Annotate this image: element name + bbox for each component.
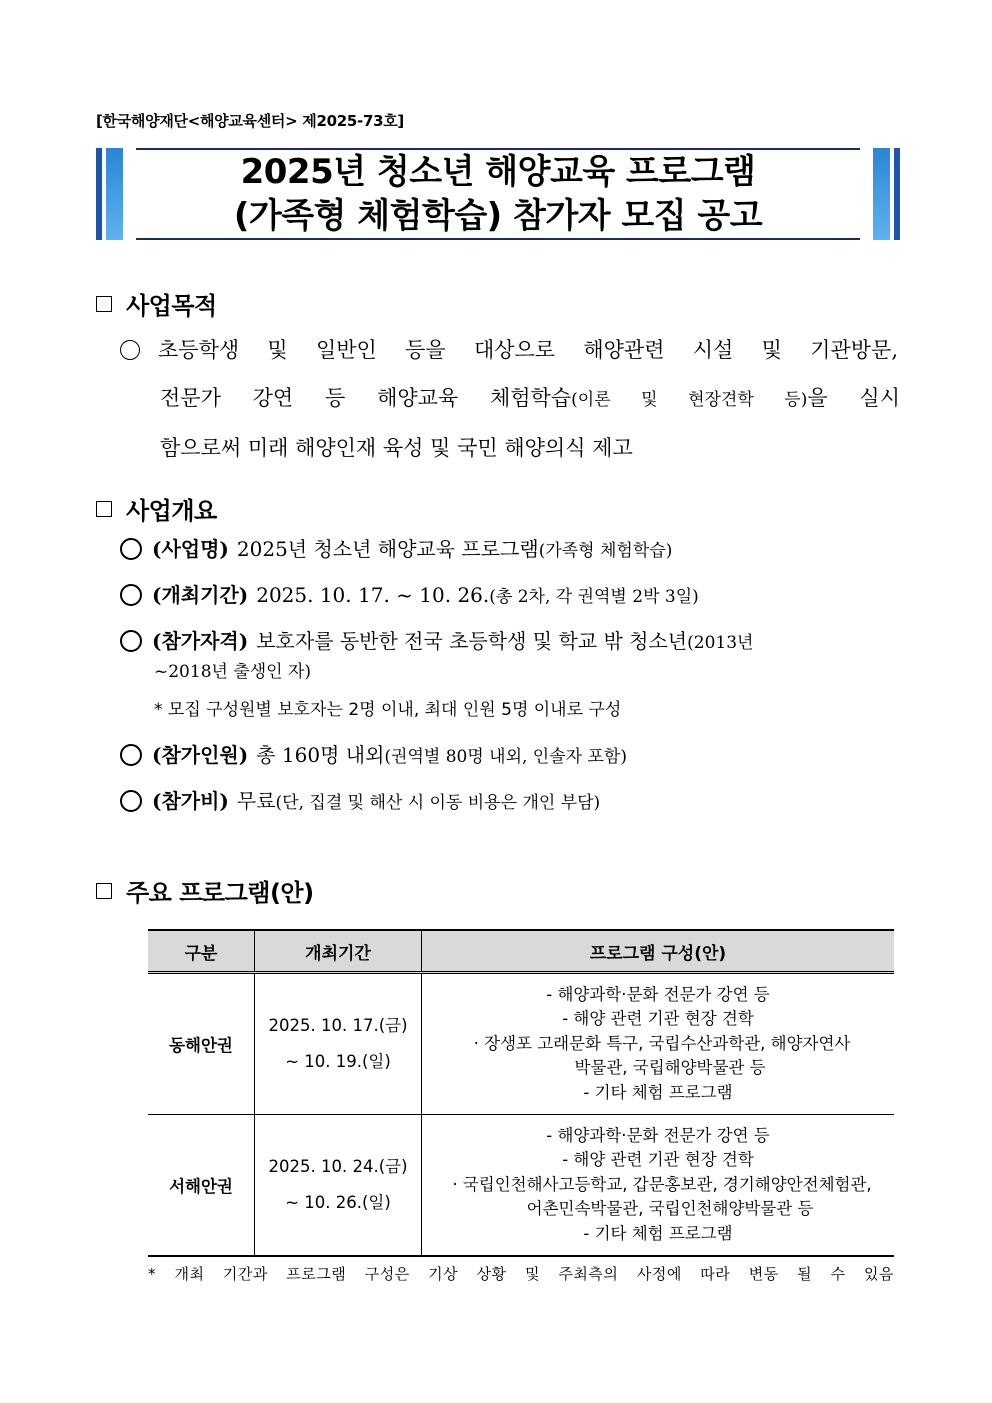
square-bullet-icon [96,883,112,899]
program-detail-cell: - 해양과학·문화 전문가 강연 등 - 해양 관련 기관 현장 견학 · 장생포 고래문화 특구, 국립수산과학관, 해양자연사 박물관, 국립해양박물관 등 - 기타 체험 프로그램 [422,973,895,1115]
square-bullet-icon [96,296,112,312]
eligibility-continuation: ~2018년 출생인 자) [154,662,312,682]
purpose-line-3: 함으로써 미래 해양인재 육성 및 국민 해양의식 제고 [160,436,633,460]
purpose-body [118,326,898,472]
purpose-line-1: 초등학생 및 일반인 등을 대상으로 해양관련 시설 및 기관방문, [158,338,898,362]
document-number: [한국해양재단<해양교육센터> 제2025-73호] [96,112,404,130]
circle-bullet-icon [120,538,142,560]
column-header-program: 프로그램 구성(안) [422,930,895,973]
page-title [136,148,860,240]
overview-item-name: (사업명) 2025년 청소년 해양교육 프로그램(가족형 체험학습) [118,532,898,578]
circle-bullet-icon [120,584,142,606]
section-heading-text: 사업개요 [126,497,217,525]
circle-bullet-icon [120,790,142,812]
region-cell: 서해안권 [148,1115,255,1257]
circle-bullet-icon [120,744,142,766]
program-table [148,929,894,1257]
table-row [148,973,894,1115]
title-line-2: (가족형 체험학습) 참가자 모집 공고 [233,196,763,236]
table-header-row [148,930,894,973]
eligibility-note: * 모집 구성원별 보호자는 2명 이내, 최대 인원 5명 이내로 구성 [154,700,622,720]
section-heading-overview [96,491,217,526]
purpose-line-2: 전문가 강연 등 해양교육 체험학습(이론 및 현장견학 등)을 실시 [160,386,900,410]
overview-item-participants: (참가인원) 총 160명 내외(권역별 80명 내외, 인솔자 포함) [118,738,898,784]
section-heading-text: 사업목적 [126,292,217,320]
table-row [148,1115,894,1257]
left-accent-bar-light [106,148,123,240]
left-accent-bar-dark [96,148,102,240]
section-heading-program [96,873,314,908]
column-header-period: 개최기간 [255,930,422,973]
overview-item-eligibility: (참가자격) 보호자를 동반한 전국 초등학생 및 학교 밖 청소년(2013년 [118,624,898,660]
region-cell: 동해안권 [148,973,255,1115]
section-heading-purpose [96,286,217,321]
overview-item-period: (개최기간) 2025. 10. 17. ~ 10. 26.(총 2차, 각 권역별 2박 3일) [118,578,898,624]
overview-item-fee: (참가비) 무료(단, 집결 및 해산 시 이동 비용은 개인 부담) [118,784,898,830]
column-header-region: 구분 [148,930,255,973]
section-heading-text: 주요 프로그램(안) [126,879,314,907]
right-accent-bar-dark [894,148,900,240]
circle-bullet-icon [120,630,142,652]
right-accent-bar-light [873,148,890,240]
period-cell: 2025. 10. 24.(금) ~ 10. 26.(일) [255,1115,422,1257]
title-banner [96,148,900,240]
program-detail-cell: - 해양과학·문화 전문가 강연 등 - 해양 관련 기관 현장 견학 · 국립인천해사고등학교, 갑문홍보관, 경기해양안전체험관, 어촌민속박물관, 국립인천해양박물관 등 - 기타 체험 프로그램 [422,1115,895,1257]
overview-list [118,532,898,830]
period-cell: 2025. 10. 17.(금) ~ 10. 19.(일) [255,973,422,1115]
circle-bullet-icon [120,340,140,360]
square-bullet-icon [96,501,112,517]
program-footnote: * 개최 기간과 프로그램 구성은 기상 상황 및 주최측의 사정에 따라 변동 될 수 있음 [148,1265,894,1283]
title-line-1: 2025년 청소년 해양교육 프로그램 [240,152,756,192]
